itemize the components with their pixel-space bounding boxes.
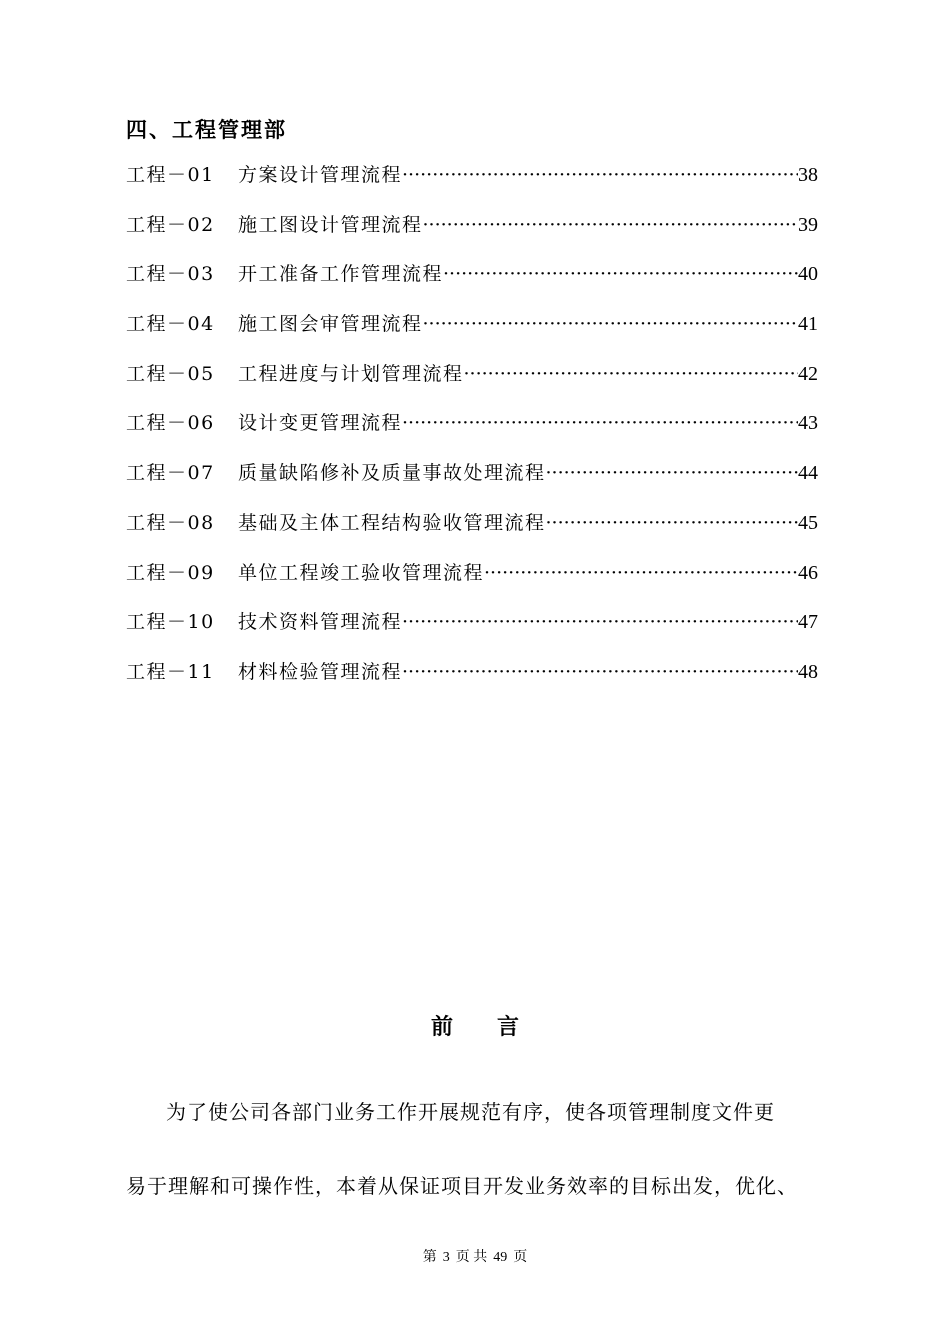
toc-entry-title: 设计变更管理流程 (238, 412, 403, 435)
toc-entry[interactable] (126, 359, 818, 409)
toc-entry-page: 46 (798, 561, 818, 584)
toc-entry-title: 方案设计管理流程 (238, 164, 403, 186)
toc-leader-dots (443, 263, 798, 285)
toc-entry-title: 工程进度与计划管理流程 (238, 362, 464, 385)
toc-entry-page: 43 (798, 412, 818, 435)
footer-total-pages: 49 (493, 1250, 508, 1265)
toc-entry[interactable] (126, 558, 818, 608)
toc-entry[interactable] (126, 309, 818, 359)
toc-leader-dots (484, 562, 798, 584)
toc-entry-code: 工程－06 (126, 412, 215, 435)
footer-prefix: 第 (422, 1250, 437, 1265)
toc-entry-title: 材料检验管理流程 (238, 660, 403, 683)
toc-entry-code: 工程－03 (126, 263, 215, 286)
toc-entry[interactable] (126, 607, 818, 657)
toc-leader-dots (402, 611, 798, 633)
toc-entry-page: 42 (798, 362, 818, 385)
table-of-contents (126, 160, 818, 707)
footer-current-page: 3 (442, 1250, 450, 1265)
preface-paragraph-line: 易于理解和可操作性，本着从保证项目开发业务效率的目标出发，优化、 (126, 1174, 798, 1198)
toc-entry-code: 工程－05 (126, 362, 215, 385)
toc-entry[interactable] (126, 210, 818, 260)
toc-entry-page: 38 (798, 164, 818, 186)
toc-entry-code: 工程－01 (126, 164, 215, 186)
toc-entry-page: 45 (798, 511, 818, 534)
toc-entry-page: 48 (798, 660, 818, 683)
toc-entry[interactable] (126, 408, 818, 458)
toc-entry-title: 施工图会审管理流程 (238, 313, 423, 336)
preface-heading-left: 前 (430, 1015, 453, 1040)
toc-entry-title: 基础及主体工程结构验收管理流程 (238, 511, 546, 534)
preface-heading-right: 言 (497, 1015, 520, 1040)
toc-entry-title: 技术资料管理流程 (238, 611, 403, 634)
toc-entry[interactable] (126, 259, 818, 309)
toc-entry-code: 工程－08 (126, 511, 215, 534)
toc-entry-title: 开工准备工作管理流程 (238, 263, 444, 286)
toc-leader-dots (546, 462, 798, 484)
toc-entry-page: 39 (798, 213, 818, 236)
toc-entry[interactable] (126, 458, 818, 508)
footer-suffix: 页 (513, 1250, 528, 1265)
toc-entry-code: 工程－10 (126, 611, 215, 634)
toc-entry-code: 工程－02 (126, 213, 215, 236)
preface-heading (0, 1010, 950, 1041)
toc-leader-dots (464, 363, 798, 385)
page-footer (0, 1246, 950, 1266)
toc-entry-page: 44 (798, 462, 818, 485)
toc-leader-dots (402, 412, 798, 434)
toc-entry[interactable] (126, 160, 818, 210)
toc-entry[interactable] (126, 508, 818, 558)
toc-leader-dots (402, 661, 798, 683)
toc-entry[interactable] (126, 657, 818, 707)
toc-entry-title: 单位工程竣工验收管理流程 (238, 561, 485, 584)
footer-mid: 页 共 (455, 1250, 488, 1265)
toc-leader-dots (423, 313, 798, 335)
toc-entry-page: 41 (798, 313, 818, 336)
toc-entry-code: 工程－07 (126, 462, 215, 485)
toc-entry-page: 47 (798, 611, 818, 634)
toc-entry-title: 施工图设计管理流程 (238, 213, 423, 236)
toc-entry-code: 工程－09 (126, 561, 215, 584)
toc-leader-dots (546, 512, 798, 534)
toc-entry-title: 质量缺陷修补及质量事故处理流程 (238, 462, 546, 485)
toc-leader-dots (423, 214, 798, 236)
toc-entry-code: 工程－11 (126, 660, 215, 683)
toc-entry-page: 40 (798, 263, 818, 286)
toc-entry-code: 工程－04 (126, 313, 215, 336)
section-title: 四、工程管理部 (126, 118, 287, 142)
toc-leader-dots (402, 164, 798, 186)
preface-paragraph-line: 为了使公司各部门业务工作开展规范有序，使各项管理制度文件更 (166, 1100, 775, 1124)
